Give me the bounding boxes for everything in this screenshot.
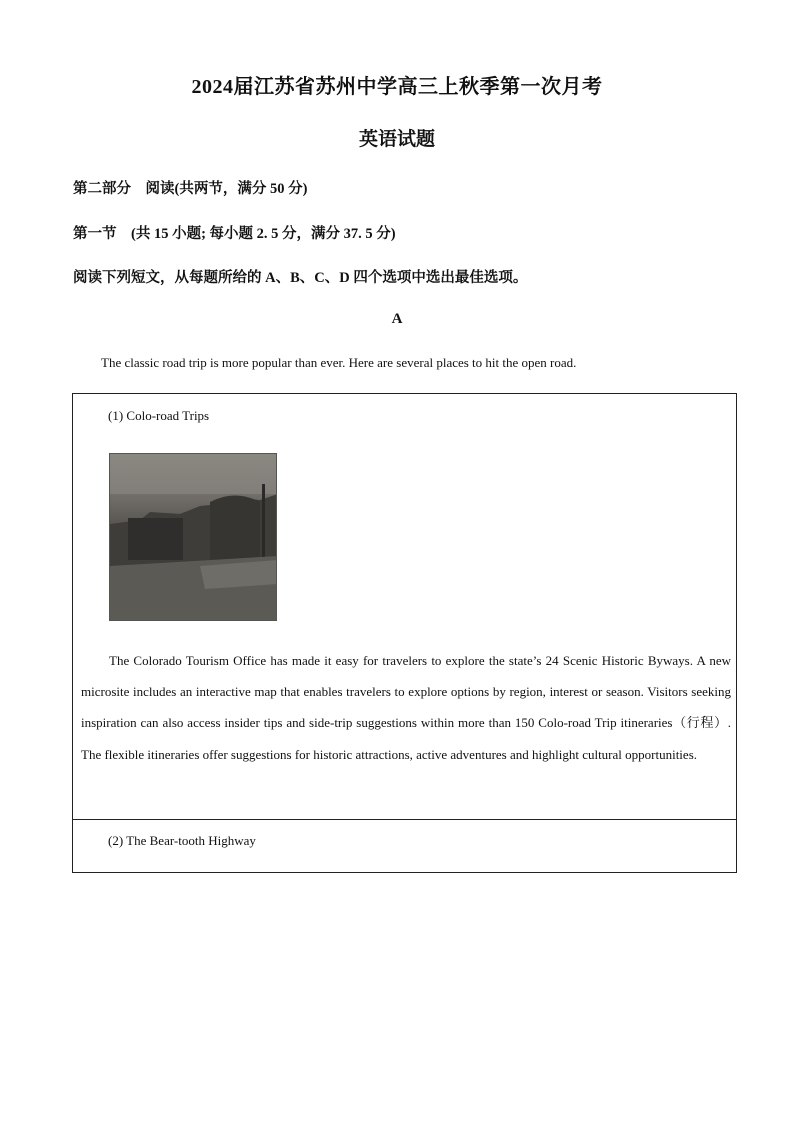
- item-paragraph-colo-road: The Colorado Tourism Office has made it easy for travelers to explore the state’s 24 Scenic Historic Byways. A new microsite includes an interactive map that enables travelers to explore options by region, interest or season. Visitors seeking inspiration can also access insider tips and side-trip suggestions within more than 150 Colo-road Trip itineraries（行程）. The flexible itineraries offer suggestions for historic attractions, active adventures and highlight cultural opportunities.: [81, 653, 731, 762]
- item-heading-bear-tooth: (2) The Bear-tooth Highway: [108, 833, 256, 848]
- photo-scene: [110, 454, 277, 621]
- section-heading: 第一节 (共 15 小题; 每小题 2. 5 分，满分 37. 5 分): [73, 226, 396, 242]
- passage-letter: A: [391, 311, 403, 327]
- passage-table: [72, 393, 737, 873]
- directions-text: 阅读下列短文，从每题所给的 A、B、C、D 四个选项中选出最佳选项。: [73, 270, 528, 286]
- exam-subtitle: 英语试题: [358, 129, 435, 150]
- passage-intro: The classic road trip is more popular than ever. Here are several places to hit the open road.: [101, 355, 577, 370]
- item-heading-colo-road: (1) Colo-road Trips: [108, 408, 210, 423]
- part-heading: 第二部分 阅读(共两节，满分 50 分): [73, 181, 308, 197]
- table-divider: [73, 819, 736, 820]
- exam-title: 2024届江苏省苏州中学高三上秋季第一次月考: [191, 76, 603, 98]
- road-trip-photo: [109, 453, 277, 621]
